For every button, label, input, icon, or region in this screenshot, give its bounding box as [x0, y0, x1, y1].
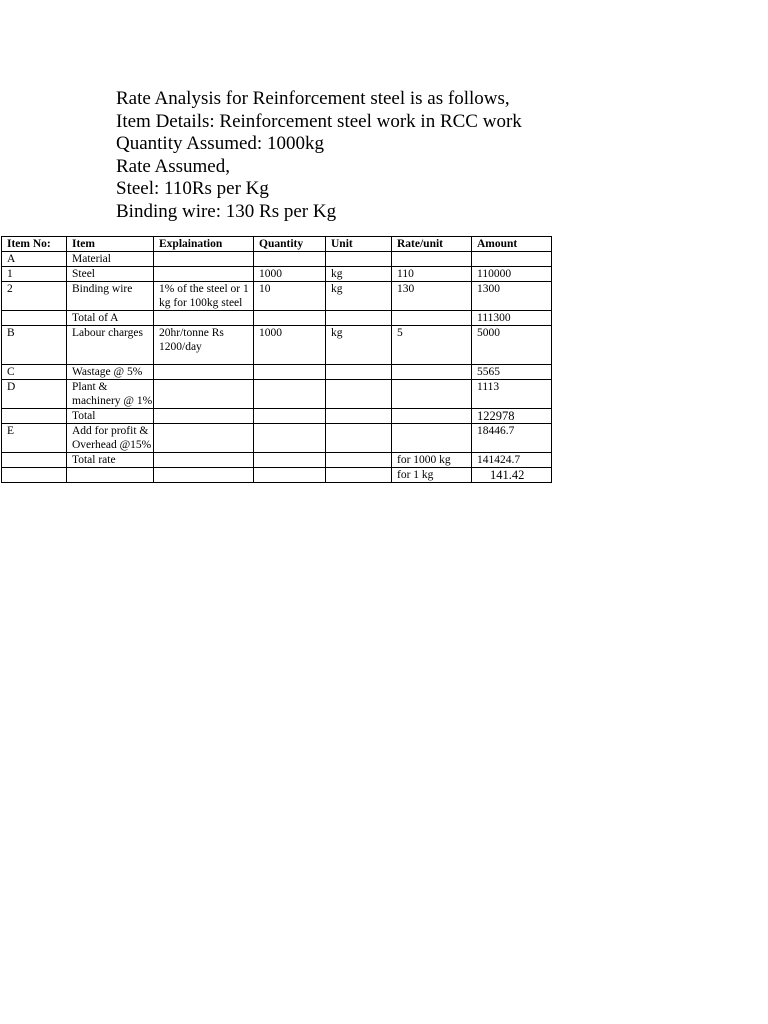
cell-explanation — [154, 424, 254, 453]
cell-unit — [326, 252, 392, 267]
cell-item: Add for profit & Overhead @15% — [67, 424, 154, 453]
cell-amount: 141.42 — [472, 468, 552, 483]
cell-item-no — [2, 311, 67, 326]
cell-item: Binding wire — [67, 282, 154, 311]
cell-item-no: B — [2, 326, 67, 365]
cell-unit — [326, 468, 392, 483]
header-explanation: Explaination — [154, 237, 254, 252]
table-row — [2, 409, 552, 424]
intro-line-quantity: Quantity Assumed: 1000kg — [116, 133, 324, 154]
cell-amount — [472, 252, 552, 267]
cell-quantity — [254, 252, 326, 267]
cell-explanation — [154, 453, 254, 468]
cell-unit — [326, 424, 392, 453]
cell-rate: 110 — [392, 267, 472, 282]
header-unit: Unit — [326, 237, 392, 252]
intro-line-binding-wire-rate: Binding wire: 130 Rs per Kg — [116, 200, 337, 222]
cell-item-no: A — [2, 252, 67, 267]
intro-line-item-details: Item Details: Reinforcement steel work in RCC work — [116, 110, 522, 132]
cell-item: Total — [67, 409, 154, 424]
header-amount: Amount — [472, 237, 552, 252]
cell-unit — [326, 409, 392, 424]
cell-amount: 5000 — [472, 326, 552, 365]
rate-analysis-table — [1, 236, 552, 483]
table-row — [2, 424, 552, 453]
cell-item: Total rate — [67, 453, 154, 468]
intro-text — [116, 88, 522, 223]
cell-quantity — [254, 424, 326, 453]
cell-explanation — [154, 252, 254, 267]
cell-unit: kg — [326, 267, 392, 282]
table-row — [2, 267, 552, 282]
cell-rate: 5 — [392, 326, 472, 365]
cell-item: Total of A — [67, 311, 154, 326]
table-row — [2, 468, 552, 483]
cell-explanation: 1% of the steel or 1 kg for 100kg steel — [154, 282, 254, 311]
cell-amount: 1300 — [472, 282, 552, 311]
cell-item: Material — [67, 252, 154, 267]
cell-unit — [326, 453, 392, 468]
cell-rate — [392, 409, 472, 424]
cell-quantity: 1000 — [254, 267, 326, 282]
table-row — [2, 311, 552, 326]
cell-item: Wastage @ 5% — [67, 365, 154, 380]
cell-item-no — [2, 453, 67, 468]
cell-item: Steel — [67, 267, 154, 282]
cell-amount: 18446.7 — [472, 424, 552, 453]
cell-quantity — [254, 365, 326, 380]
table-row — [2, 365, 552, 380]
cell-quantity — [254, 409, 326, 424]
header-item-no: Item No: — [2, 237, 67, 252]
cell-explanation — [154, 311, 254, 326]
cell-amount: 110000 — [472, 267, 552, 282]
cell-rate: 130 — [392, 282, 472, 311]
cell-rate — [392, 380, 472, 409]
cell-rate: for 1000 kg — [392, 453, 472, 468]
cell-explanation — [154, 380, 254, 409]
cell-quantity — [254, 453, 326, 468]
intro-line-rate-assumed: Rate Assumed, — [116, 155, 230, 177]
cell-item: Plant & machinery @ 1% — [67, 380, 154, 409]
table-row — [2, 380, 552, 409]
table-row — [2, 282, 552, 311]
intro-line-steel-rate: Steel: 110Rs per Kg — [116, 178, 269, 199]
cell-unit: kg — [326, 282, 392, 311]
cell-explanation — [154, 468, 254, 483]
cell-rate: for 1 kg — [392, 468, 472, 483]
cell-amount: 1113 — [472, 380, 552, 409]
cell-quantity: 1000 — [254, 326, 326, 365]
cell-item-no: E — [2, 424, 67, 453]
cell-item-no: 1 — [2, 267, 67, 282]
cell-amount: 111300 — [472, 311, 552, 326]
cell-item-no: 2 — [2, 282, 67, 311]
cell-rate — [392, 424, 472, 453]
cell-quantity — [254, 380, 326, 409]
intro-line-title: Rate Analysis for Reinforcement steel is as follows, — [116, 88, 510, 109]
cell-quantity — [254, 311, 326, 326]
cell-explanation — [154, 409, 254, 424]
header-rate: Rate/unit — [392, 237, 472, 252]
cell-quantity: 10 — [254, 282, 326, 311]
cell-rate — [392, 252, 472, 267]
cell-amount: 141424.7 — [472, 453, 552, 468]
table-row — [2, 326, 552, 365]
cell-amount: 5565 — [472, 365, 552, 380]
cell-quantity — [254, 468, 326, 483]
table-header-row — [2, 237, 552, 252]
cell-explanation — [154, 365, 254, 380]
cell-explanation — [154, 267, 254, 282]
cell-item-no: D — [2, 380, 67, 409]
table-row — [2, 453, 552, 468]
table-row — [2, 252, 552, 267]
cell-item-no: C — [2, 365, 67, 380]
cell-item-no — [2, 468, 67, 483]
cell-rate — [392, 311, 472, 326]
cell-amount: 122978 — [472, 409, 552, 424]
cell-explanation: 20hr/tonne Rs 1200/day — [154, 326, 254, 365]
cell-unit — [326, 365, 392, 380]
cell-item-no — [2, 409, 67, 424]
header-item: Item — [67, 237, 154, 252]
cell-item: Labour charges — [67, 326, 154, 365]
cell-unit — [326, 311, 392, 326]
cell-rate — [392, 365, 472, 380]
header-quantity: Quantity — [254, 237, 326, 252]
cell-unit: kg — [326, 326, 392, 365]
cell-item — [67, 468, 154, 483]
cell-unit — [326, 380, 392, 409]
